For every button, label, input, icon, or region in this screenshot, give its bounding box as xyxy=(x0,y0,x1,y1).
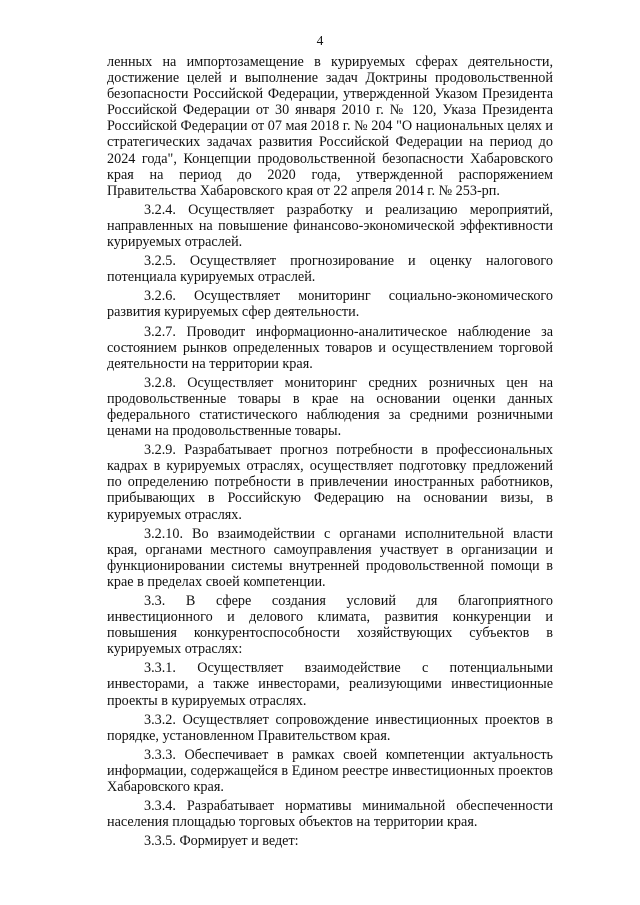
paragraph-3-3-3: 3.3.3. Обеспечивает в рамках своей компетенции актуальность информации, содержащейся в Едином реестре инвестиционных проектов Хабаровского края. xyxy=(107,746,553,796)
paragraph-continuation: ленных на импортозамещение в курируемых сферах деятельности, достижение целей и выполнение задач Доктрины продовольственной безопасности Российской Федерации, утвержденной Указом Президента Российской Федерации от 30 января 2010 г. № 120, Указа Президента Российской Федерации от 07 мая 2018 г. № 204 "О национальных целях и стратегических задачах развития Российской Федерации на период до 2024 года", Концепции продовольственной безопасности Хабаровского края на период до 2020 года, утвержденной распоряжением Правительства Хабаровского края от 22 апреля 2014 г. № 253-рп. xyxy=(107,54,553,199)
paragraph-3-3-5: 3.3.5. Формирует и ведет: xyxy=(144,833,299,850)
paragraph-3-2-9: 3.2.9. Разрабатывает прогноз потребности в профессиональных кадрах в курируемых отраслях, осуществляет подготовку предложений по определению потребности в привлечении иностранных работников, прибывающих в Российскую Федерацию на основании визы, в курируемых отраслях. xyxy=(107,442,553,523)
page-number: 4 xyxy=(316,33,324,48)
paragraph-3-3-1: 3.3.1. Осуществляет взаимодействие с потенциальными инвесторами, а также инвесторами, реализующими инвестиционные проекты в курируемых отраслях. xyxy=(107,660,553,709)
paragraph-3-2-6: 3.2.6. Осуществляет мониторинг социально-экономического развития курируемых сфер деятельности. xyxy=(107,288,553,321)
document-body xyxy=(107,54,553,852)
paragraph-3-2-4: 3.2.4. Осуществляет разработку и реализацию мероприятий, направленных на повышение финансово-экономической эффективности курируемых отраслей. xyxy=(107,201,553,251)
paragraph-3-2-5: 3.2.5. Осуществляет прогнозирование и оценку налогового потенциала курируемых отраслей. xyxy=(107,253,553,286)
paragraph-3-2-10: 3.2.10. Во взаимодействии с органами исполнительной власти края, органами местного самоуправления участвует в организации и функционировании системы внутренней продовольственной помощи в крае в пределах своей компетенции. xyxy=(107,525,553,590)
paragraph-3-3: 3.3. В сфере создания условий для благоприятного инвестиционного и делового климата, развития конкуренции и повышения конкурентоспособности хозяйствующих субъектов в курируемых отраслях: xyxy=(107,593,553,658)
paragraph-3-2-8: 3.2.8. Осуществляет мониторинг средних розничных цен на продовольственные товары в крае на основании оценки данных федерального статистического наблюдения за средними розничными ценами на продовольственные товары. xyxy=(107,374,553,440)
paragraph-3-3-2: 3.3.2. Осуществляет сопровождение инвестиционных проектов в порядке, установленном Правительством края. xyxy=(107,711,553,744)
paragraph-3-2-7: 3.2.7. Проводит информационно-аналитическое наблюдение за состоянием рынков определенных товаров и осуществлением торговой деятельности на территории края. xyxy=(107,323,553,372)
paragraph-3-3-4: 3.3.4. Разрабатывает нормативы минимальной обеспеченности населения площадью торговых объектов на территории края. xyxy=(107,798,553,831)
